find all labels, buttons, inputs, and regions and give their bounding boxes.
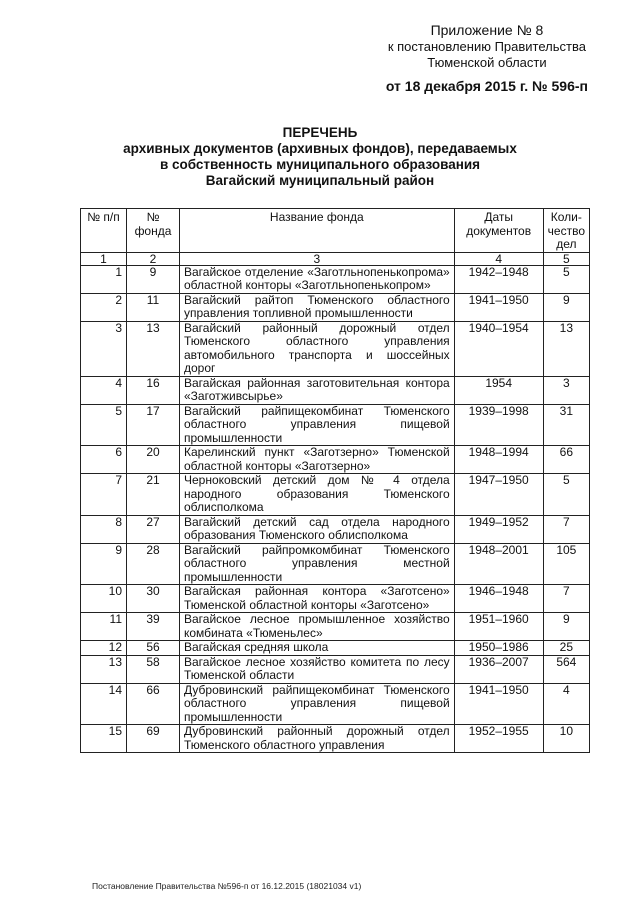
title-main: ПЕРЕЧЕНЬ xyxy=(282,125,358,140)
document-dates: 1936–2007 xyxy=(454,655,543,683)
fond-number: 11 xyxy=(127,293,180,321)
row-number: 13 xyxy=(81,655,127,683)
fond-number: 58 xyxy=(127,655,180,683)
document-dates: 1951–1960 xyxy=(454,613,543,641)
fond-name: Вагайский райпромкомбинат Тюменского областного управления местной промышленности xyxy=(180,543,455,585)
header-num: № п/п xyxy=(81,209,127,253)
table-row xyxy=(81,683,590,725)
document-dates: 1954 xyxy=(454,376,543,404)
fond-number: 9 xyxy=(127,265,180,293)
appendix-line-2: Тюменской области xyxy=(427,55,547,70)
fond-name: Вагайская районная заготовительная контора «Заготживсырье» xyxy=(180,376,455,404)
row-number: 12 xyxy=(81,641,127,656)
table-row xyxy=(81,265,590,293)
fond-number: 39 xyxy=(127,613,180,641)
fond-number: 17 xyxy=(127,404,180,446)
table-row xyxy=(81,613,590,641)
document-dates: 1950–1986 xyxy=(454,641,543,656)
column-index: 2 xyxy=(127,252,180,265)
column-index: 5 xyxy=(543,252,589,265)
table-row xyxy=(81,293,590,321)
row-number: 8 xyxy=(81,515,127,543)
row-number: 5 xyxy=(81,404,127,446)
table-row xyxy=(81,404,590,446)
appendix-number: Приложение № 8 xyxy=(430,22,544,38)
document-dates: 1942–1948 xyxy=(454,265,543,293)
document-dates: 1941–1950 xyxy=(454,293,543,321)
case-count: 31 xyxy=(543,404,589,446)
case-count: 4 xyxy=(543,683,589,725)
fond-number: 30 xyxy=(127,585,180,613)
case-count: 9 xyxy=(543,293,589,321)
case-count: 5 xyxy=(543,265,589,293)
fond-name: Карелинский пункт «Заготзерно» Тюменской областной конторы «Заготзерно» xyxy=(180,446,455,474)
fond-name: Вагайская районная контора «Заготсено» Тюменской областной конторы «Заготсено» xyxy=(180,585,455,613)
table-row xyxy=(81,474,590,516)
row-number: 10 xyxy=(81,585,127,613)
fond-name: Вагайская средняя школа xyxy=(180,641,455,656)
table-row xyxy=(81,655,590,683)
row-number: 15 xyxy=(81,725,127,753)
document-dates: 1939–1998 xyxy=(454,404,543,446)
fond-number: 21 xyxy=(127,474,180,516)
case-count: 7 xyxy=(543,585,589,613)
document-dates: 1952–1955 xyxy=(454,725,543,753)
document-dates: 1948–1994 xyxy=(454,446,543,474)
title-line-3: Вагайский муниципальный район xyxy=(205,173,435,188)
table-row xyxy=(81,515,590,543)
fond-number: 56 xyxy=(127,641,180,656)
table-header-row xyxy=(81,209,590,253)
case-count: 9 xyxy=(543,613,589,641)
column-index: 3 xyxy=(180,252,455,265)
fond-number: 20 xyxy=(127,446,180,474)
appendix-block xyxy=(386,22,588,94)
row-number: 7 xyxy=(81,474,127,516)
appendix-date: от 18 декабря 2015 г. № 596-п xyxy=(385,77,588,94)
row-number: 6 xyxy=(81,446,127,474)
header-name: Название фонда xyxy=(180,209,455,253)
fond-name: Дубровинский райпищекомбинат Тюменского областного управления пищевой промышленности xyxy=(180,683,455,725)
case-count: 3 xyxy=(543,376,589,404)
fond-name: Вагайское лесное промышленное хозяйство комбината «Тюменьлес» xyxy=(180,613,455,641)
fond-name: Вагайское отделение «Заготльнопенькопрома» областной конторы «Заготльнопенькопром» xyxy=(180,265,455,293)
document-dates: 1946–1948 xyxy=(454,585,543,613)
column-index: 1 xyxy=(81,252,127,265)
footer-note: Постановление Правительства №596-п от 16.12.2015 (18021034 v1) xyxy=(92,881,362,891)
header-dates: Даты документов xyxy=(454,209,543,253)
row-number: 11 xyxy=(81,613,127,641)
row-number: 2 xyxy=(81,293,127,321)
case-count: 5 xyxy=(543,474,589,516)
case-count: 13 xyxy=(543,321,589,376)
column-index-row xyxy=(81,252,590,265)
document-dates: 1948–2001 xyxy=(454,543,543,585)
document-dates: 1947–1950 xyxy=(454,474,543,516)
table-row xyxy=(81,376,590,404)
table-row xyxy=(81,446,590,474)
case-count: 10 xyxy=(543,725,589,753)
case-count: 105 xyxy=(543,543,589,585)
table-row xyxy=(81,543,590,585)
document-dates: 1940–1954 xyxy=(454,321,543,376)
appendix-line-1: к постановлению Правительства xyxy=(387,38,586,54)
fond-name: Дубровинский районный дорожный отдел Тюменского областного управления xyxy=(180,725,455,753)
row-number: 14 xyxy=(81,683,127,725)
fond-number: 28 xyxy=(127,543,180,585)
case-count: 564 xyxy=(543,655,589,683)
header-fond: № фонда xyxy=(127,209,180,253)
fond-name: Вагайский районный дорожный отдел Тюменского областного управления автомобильного транспорта и шоссейных дорог xyxy=(180,321,455,376)
row-number: 1 xyxy=(81,265,127,293)
archive-table xyxy=(80,208,590,753)
fond-number: 27 xyxy=(127,515,180,543)
fond-name: Вагайский райпищекомбинат Тюменского областного управления пищевой промышленности xyxy=(180,404,455,446)
table-row xyxy=(81,725,590,753)
fond-number: 16 xyxy=(127,376,180,404)
title-line-2: в собственность муниципального образования xyxy=(159,157,481,172)
fond-name: Вагайский райтоп Тюменского областного управления топливной промышленности xyxy=(180,293,455,321)
fond-name: Вагайское лесное хозяйство комитета по лесу Тюменской области xyxy=(180,655,455,683)
fond-name: Вагайский детский сад отдела народного образования Тюменского облисполкома xyxy=(180,515,455,543)
table-row xyxy=(81,321,590,376)
document-title xyxy=(0,125,640,189)
case-count: 66 xyxy=(543,446,589,474)
table-body xyxy=(81,265,590,753)
document-dates: 1941–1950 xyxy=(454,683,543,725)
row-number: 9 xyxy=(81,543,127,585)
title-line-1: архивных документов (архивных фондов), передаваемых xyxy=(123,141,517,156)
row-number: 4 xyxy=(81,376,127,404)
case-count: 7 xyxy=(543,515,589,543)
document-dates: 1949–1952 xyxy=(454,515,543,543)
fond-number: 13 xyxy=(127,321,180,376)
fond-number: 66 xyxy=(127,683,180,725)
fond-name: Черноковский детский дом № 4 отдела народного образования Тюменского облисполкома xyxy=(180,474,455,516)
table-row xyxy=(81,585,590,613)
table-row xyxy=(81,641,590,656)
column-index: 4 xyxy=(454,252,543,265)
case-count: 25 xyxy=(543,641,589,656)
header-count: Коли-чество дел xyxy=(543,209,589,253)
fond-number: 69 xyxy=(127,725,180,753)
row-number: 3 xyxy=(81,321,127,376)
